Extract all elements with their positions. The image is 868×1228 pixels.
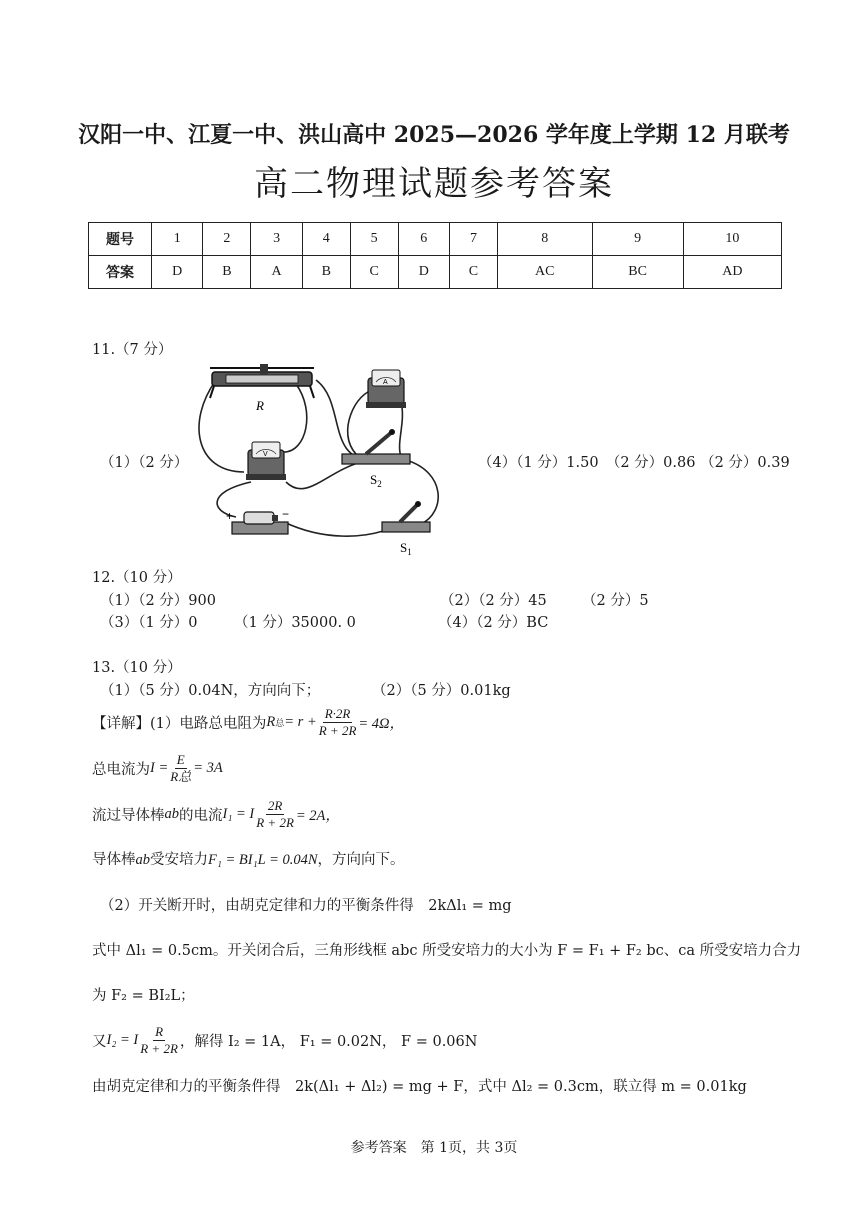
answer-cell: AD [683,256,781,289]
wire [316,380,374,460]
q12-answer: （2）（2 分）45 [440,593,547,609]
math: I₁ = I [222,805,255,822]
text: ，方向向下。 [317,852,405,868]
question-number: 6 [398,223,449,256]
math: I₂ = I [106,1031,139,1048]
q12-answer: （1）（2 分）900 [100,593,216,609]
q11-part4-answer: （4）（1 分）1.50 （2 分）0.86 （2 分）0.39 [478,455,790,471]
fraction [170,752,191,785]
math: I = [150,759,169,776]
text: 流过导体棒 [92,807,165,824]
denominator: R + 2R [140,1040,178,1056]
answer-cell: C [450,256,498,289]
row-label: 答案 [89,256,152,289]
math: ab [164,805,179,822]
answer-cell: D [398,256,449,289]
subscript: 总 [275,718,285,729]
fraction [319,706,357,739]
answer-cell: A [251,256,302,289]
denominator: R + 2R [318,722,357,738]
numerator: E [176,751,185,767]
voltmeter-label: V [263,451,268,458]
page-footer: 参考答案 第 1页，共 3页 [350,1140,518,1156]
question-number: 1 [152,223,203,256]
switch-s1-label: $S_1$ [400,540,412,557]
battery-minus-label: − [282,507,290,521]
math: ab [135,852,150,868]
exam-header-title: 汉阳一中、江夏一中、洪山高中 2025—2026 学年度上学期 12 月联考 [78,122,790,148]
q11-part1-label: （1）（2 分） [100,455,189,471]
wire [199,380,244,472]
math: F₁ = BI₁L = 0.04N [208,852,318,868]
math: = r + [284,713,317,730]
ammeter [366,370,406,408]
answer-cell: C [350,256,398,289]
q13-answer-2: （2）（5 分）0.01kg [372,683,511,699]
question-number: 10 [683,223,781,256]
answer-table [88,222,782,289]
text: 【详解】(1）电路总电阻为 [92,715,267,732]
text: ，解得 I₂ = 1A， F₁ = 0.02N， F = 0.06N [179,1033,478,1050]
ammeter-label: A [383,379,388,386]
fraction [256,798,294,831]
question-number: 4 [302,223,350,256]
denominator: R总 [170,768,192,784]
answer-cell: BC [592,256,683,289]
battery [232,512,288,534]
q13-answer-1: （1）（5 分）0.04N，方向向下； [100,683,321,699]
q12-answer: （2 分）5 [582,593,649,609]
q13-detail-line [92,750,223,786]
question-number: 7 [450,223,498,256]
q13-detail-line: （2）开关断开时，由胡克定律和力的平衡条件得 2kΔl₁ = mg [100,898,512,914]
q12-answer: （3）（1 分）0 [100,615,198,631]
question-number: 8 [497,223,592,256]
wire [284,384,307,452]
rheostat-label: R [256,398,264,413]
switch-s2-label: $S_2$ [370,472,382,489]
numerator: R·2R [324,705,351,721]
question-number: 2 [203,223,251,256]
denominator: R + 2R [256,814,294,830]
answer-key-title: 高二物理试题参考答案 [254,164,614,204]
q13-detail-line [92,704,404,740]
answer-cell: B [203,256,251,289]
fraction [140,1024,178,1057]
wire [284,522,386,536]
q12-title: 12.（10 分） [92,570,182,586]
battery-plus-label: + [226,509,234,523]
answer-cell: AC [497,256,592,289]
q12-answer: （1 分）35000. 0 [234,615,356,631]
wire [406,460,438,524]
wire [400,402,403,457]
math: = 4Ω， [358,715,405,732]
row-label: 题号 [89,223,152,256]
question-number: 5 [350,223,398,256]
q13-detail-line: 式中 Δl₁ = 0.5cm。开关闭合后，三角形线框 abc 所受安培力的大小为 F = F₁ + F₂ bc、ca 所受安培力合力 [92,943,802,959]
text: 受安培力 [150,852,208,868]
text: 的电流 [179,807,223,824]
switch-s1 [382,501,430,532]
answer-row [89,256,782,289]
text: 总电流为 [92,761,150,778]
text: 导体棒 [92,852,136,868]
answer-cell: B [302,256,350,289]
wire [286,462,361,489]
rheostat [210,364,314,398]
q13-detail-line: 为 F₂ = BI₂L； [92,988,195,1004]
q11-title: 11.（7 分） [92,342,173,358]
circuit-diagram [196,362,446,558]
q13-detail-line: 由胡克定律和力的平衡条件得 2k(Δl₁ + Δl₂) = mg + F，式中 Δl₂ = 0.3cm，联立得 m = 0.01kg [92,1079,747,1095]
answer-cell: D [152,256,203,289]
q13-title: 13.（10 分） [92,660,182,676]
q13-detail-line [92,1022,477,1058]
math: = 3A [193,759,223,776]
question-number: 9 [592,223,683,256]
voltmeter [246,442,286,480]
math: R [266,713,276,730]
q13-detail-line [92,796,340,832]
numerator: R [155,1023,164,1039]
question-number-row [89,223,782,256]
question-number: 3 [251,223,302,256]
text: 又 [92,1033,107,1050]
q13-detail-line [92,848,405,869]
math: = 2A， [295,807,340,824]
q12-answer: （4）（2 分）BC [438,615,549,631]
numerator: 2R [267,797,283,813]
